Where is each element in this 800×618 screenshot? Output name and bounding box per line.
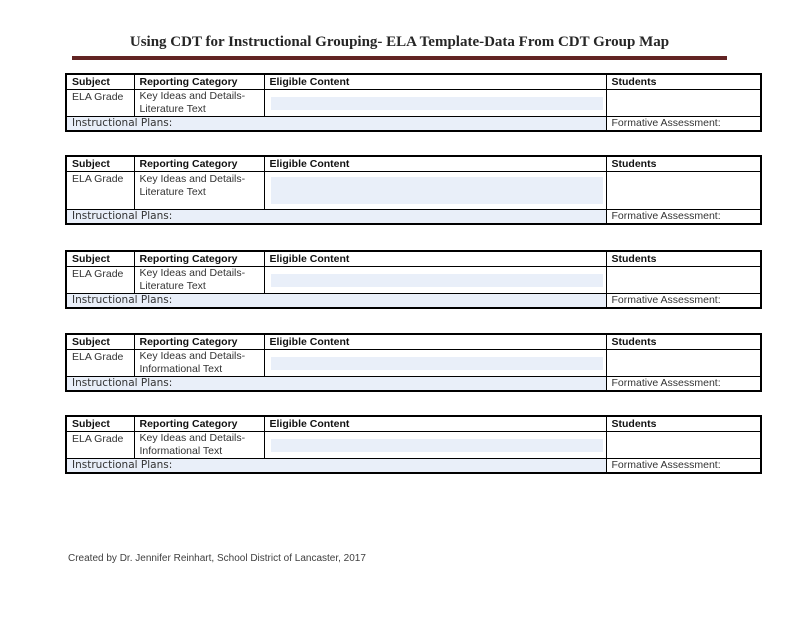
grouping-table-1 (65, 73, 762, 132)
col-header-subject: Subject (66, 251, 134, 266)
formative-assessment-cell[interactable]: Formative Assessment: (606, 116, 761, 131)
table-footer-row (66, 376, 761, 391)
eligible-content-placeholder[interactable] (271, 97, 603, 110)
instructional-plans-cell[interactable]: Instructional Plans: (66, 293, 606, 308)
col-header-reporting-category: Reporting Category (134, 334, 264, 349)
students-cell[interactable] (606, 349, 761, 376)
col-header-subject: Subject (66, 74, 134, 89)
table-header-row (66, 156, 761, 171)
col-header-subject: Subject (66, 156, 134, 171)
col-header-eligible-content: Eligible Content (264, 74, 606, 89)
eligible-content-cell[interactable] (264, 266, 606, 293)
table-footer-row (66, 293, 761, 308)
col-header-reporting-category: Reporting Category (134, 251, 264, 266)
col-header-students: Students (606, 74, 761, 89)
grouping-table-4 (65, 333, 762, 392)
col-header-eligible-content: Eligible Content (264, 416, 606, 431)
col-header-students: Students (606, 334, 761, 349)
formative-assessment-cell[interactable]: Formative Assessment: (606, 293, 761, 308)
subject-cell: ELA Grade (66, 89, 134, 116)
col-header-eligible-content: Eligible Content (264, 334, 606, 349)
eligible-content-placeholder[interactable] (271, 357, 603, 370)
col-header-students: Students (606, 251, 761, 266)
subject-cell: ELA Grade (66, 431, 134, 458)
col-header-eligible-content: Eligible Content (264, 251, 606, 266)
document-title: Using CDT for Instructional Grouping- ELA Template-Data From CDT Group Map (129, 34, 670, 50)
grouping-table-2 (65, 155, 762, 225)
col-header-subject: Subject (66, 416, 134, 431)
table-row (66, 89, 761, 116)
grouping-table-5 (65, 415, 762, 474)
table-row (66, 266, 761, 293)
eligible-content-cell[interactable] (264, 349, 606, 376)
reporting-category-cell: Key Ideas and Details- Literature Text (134, 89, 264, 116)
col-header-reporting-category: Reporting Category (134, 156, 264, 171)
table-row (66, 349, 761, 376)
col-header-reporting-category: Reporting Category (134, 74, 264, 89)
title-underline (72, 56, 727, 60)
grouping-table-3 (65, 250, 762, 309)
reporting-category-cell: Key Ideas and Details- Informational Text (134, 431, 264, 458)
col-header-students: Students (606, 416, 761, 431)
reporting-category-cell: Key Ideas and Details- Informational Text (134, 349, 264, 376)
table-header-row (66, 416, 761, 431)
students-cell[interactable] (606, 431, 761, 458)
title-block (72, 33, 727, 60)
subject-cell: ELA Grade (66, 266, 134, 293)
students-cell[interactable] (606, 171, 761, 209)
eligible-content-placeholder[interactable] (271, 439, 603, 452)
formative-assessment-cell[interactable]: Formative Assessment: (606, 458, 761, 473)
students-cell[interactable] (606, 266, 761, 293)
table-footer-row (66, 116, 761, 131)
table-footer-row (66, 458, 761, 473)
eligible-content-cell[interactable] (264, 431, 606, 458)
instructional-plans-cell[interactable]: Instructional Plans: (66, 116, 606, 131)
eligible-content-placeholder[interactable] (271, 177, 603, 204)
formative-assessment-cell[interactable]: Formative Assessment: (606, 209, 761, 224)
instructional-plans-cell[interactable]: Instructional Plans: (66, 458, 606, 473)
students-cell[interactable] (606, 89, 761, 116)
table-row (66, 431, 761, 458)
eligible-content-placeholder[interactable] (271, 274, 603, 287)
col-header-reporting-category: Reporting Category (134, 416, 264, 431)
table-header-row (66, 74, 761, 89)
table-header-row (66, 334, 761, 349)
eligible-content-cell[interactable] (264, 171, 606, 209)
table-footer-row (66, 209, 761, 224)
footer-credit: Created by Dr. Jennifer Reinhart, School District of Lancaster, 2017 (68, 553, 366, 564)
col-header-subject: Subject (66, 334, 134, 349)
subject-cell: ELA Grade (66, 171, 134, 209)
formative-assessment-cell[interactable]: Formative Assessment: (606, 376, 761, 391)
reporting-category-cell: Key Ideas and Details- Literature Text (134, 266, 264, 293)
col-header-students: Students (606, 156, 761, 171)
instructional-plans-cell[interactable]: Instructional Plans: (66, 376, 606, 391)
table-header-row (66, 251, 761, 266)
col-header-eligible-content: Eligible Content (264, 156, 606, 171)
instructional-plans-cell[interactable]: Instructional Plans: (66, 209, 606, 224)
reporting-category-cell: Key Ideas and Details- Literature Text (134, 171, 264, 209)
table-row (66, 171, 761, 209)
subject-cell: ELA Grade (66, 349, 134, 376)
eligible-content-cell[interactable] (264, 89, 606, 116)
